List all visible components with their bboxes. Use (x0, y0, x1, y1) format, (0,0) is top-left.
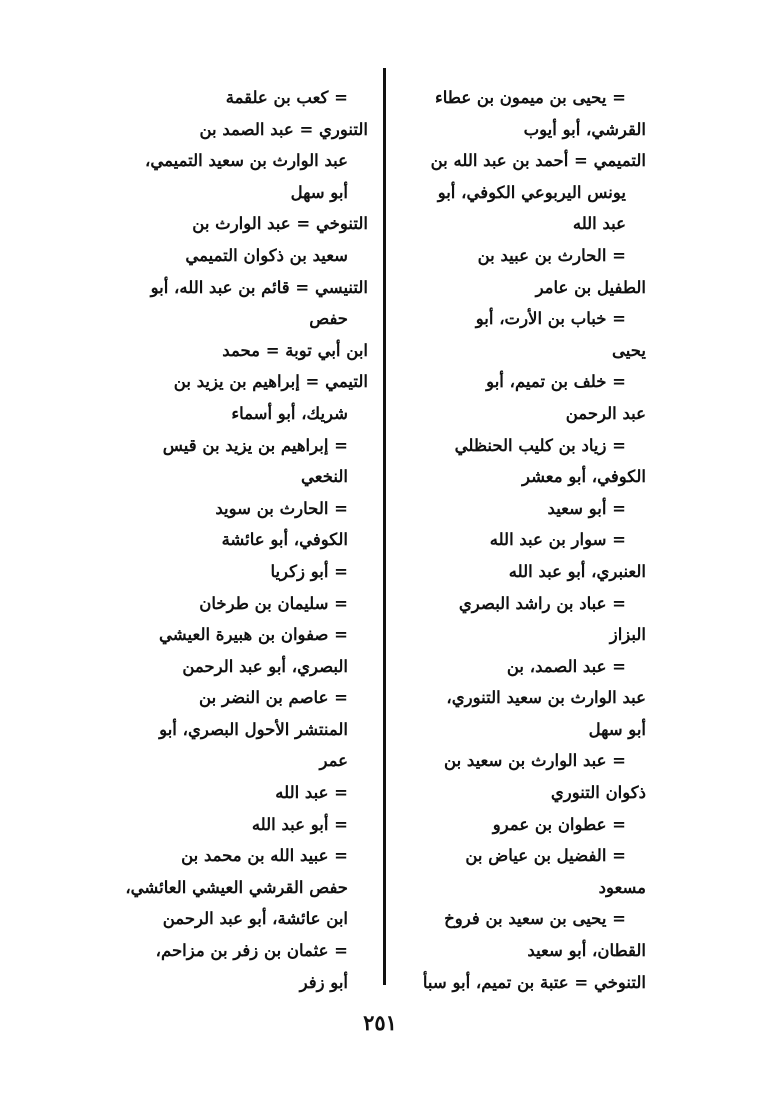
index-entry-line: المنتشر الأحول البصري، أبو (159, 719, 348, 739)
index-entry-line: القطان، أبو سعيد (527, 941, 646, 961)
index-entry-line: = الحارث بن عبيد بن (477, 245, 626, 265)
index-entry-line: البصري، أبو عبد الرحمن (182, 656, 348, 676)
index-entry-line: عبد الوارث بن سعيد التنوري، (446, 688, 646, 708)
index-entry-line: التنوري = عبد الصمد بن (199, 119, 368, 139)
index-entry-line: الكوفي، أبو معشر (521, 467, 646, 487)
right-column (400, 82, 646, 998)
index-entry-line: = الفضيل بن عياض بن (465, 846, 626, 866)
index-entry-line: التيمي = إبراهيم بن يزيد بن (173, 372, 368, 392)
index-entry-line: = الحارث بن سويد (215, 498, 348, 518)
index-entry-line: النخعي (301, 467, 348, 487)
index-entry-line: عبد الوارث بن سعيد التميمي، (145, 151, 348, 171)
index-entry-line: = سليمان بن طرخان (199, 593, 348, 613)
index-entry-line: عبد الله (572, 214, 626, 234)
index-entry-line: = خباب بن الأرت، أبو (475, 309, 626, 329)
index-entry-line: الطفيل بن عامر (535, 277, 646, 297)
index-entry-line: ذكوان التنوري (550, 783, 646, 803)
index-entry-line: يحيى (612, 340, 646, 360)
index-entry-line: ابن أبي توبة = محمد (222, 340, 368, 360)
index-entry-line: = إبراهيم بن يزيد بن قيس (162, 435, 348, 455)
index-entry-line: = عبد الله (275, 783, 348, 803)
column-divider (383, 68, 386, 985)
index-entry-line: التميمي = أحمد بن عبد الله بن (430, 151, 646, 171)
index-entry-line: = عبد الوارث بن سعيد بن (444, 751, 626, 771)
index-entry-line: التنوخي = عبد الوارث بن (192, 214, 368, 234)
index-entry-line: = عطوان بن عمرو (492, 814, 626, 834)
index-entry-line: = سوار بن عبد الله (489, 530, 626, 550)
index-entry-line: = عثمان بن زفر بن مزاحم، (155, 941, 348, 961)
index-entry-line: = أبو زكريا (270, 561, 348, 581)
left-column (104, 82, 368, 998)
index-entry-line: الكوفي، أبو عائشة (221, 530, 348, 550)
index-entry-line: شريك، أبو أسماء (231, 403, 348, 423)
index-entry-line: = صفوان بن هبيرة العيشي (159, 625, 348, 645)
index-entry-line: عبد الرحمن (565, 403, 646, 423)
index-entry-line: القرشي، أبو أيوب (523, 119, 646, 139)
index-entry-line: = أبو عبد الله (251, 814, 348, 834)
index-entry-line: = أبو سعيد (547, 498, 626, 518)
index-entry-line: يونس اليربوعي الكوفي، أبو (437, 182, 626, 202)
index-entry-line: = يحيى بن سعيد بن فروخ (444, 909, 626, 929)
index-entry-line: سعيد بن ذكوان التميمي (185, 245, 348, 265)
index-entry-line: = خلف بن تميم، أبو (486, 372, 626, 392)
index-entry-line: = عاصم بن النضر بن (199, 688, 348, 708)
index-entry-line: التنوخي = عتبة بن تميم، أبو سبأ (422, 972, 646, 992)
index-entry-line: أبو سهل (290, 182, 348, 202)
index-entry-line: حفص (309, 309, 348, 329)
index-entry-line: = زياد بن كليب الحنظلي (454, 435, 626, 455)
index-entry-line: أبو زفر (299, 972, 348, 992)
index-entry-line: = عباد بن راشد البصري (458, 593, 626, 613)
page-number: ٢٥١ (363, 1010, 397, 1035)
index-entry-line: = عبد الصمد، بن (506, 656, 626, 676)
index-entry-line: = عبيد الله بن محمد بن (181, 846, 348, 866)
index-entry-line: = كعب بن علقمة (225, 88, 348, 107)
index-entry-line: التنيسي = قائم بن عبد الله، أبو (150, 277, 368, 297)
index-entry-line: مسعود (598, 877, 646, 897)
index-entry-line: أبو سهل (588, 719, 646, 739)
index-entry-line: = يحيى بن ميمون بن عطاء (435, 88, 626, 107)
index-entry-line: العنبري، أبو عبد الله (508, 561, 646, 581)
index-entry-line: ابن عائشة، أبو عبد الرحمن (162, 909, 348, 929)
index-entry-line: عمر (319, 751, 348, 771)
index-entry-line: حفص القرشي العيشي العائشي، (125, 877, 348, 897)
index-entry-line: البزاز (609, 625, 646, 645)
